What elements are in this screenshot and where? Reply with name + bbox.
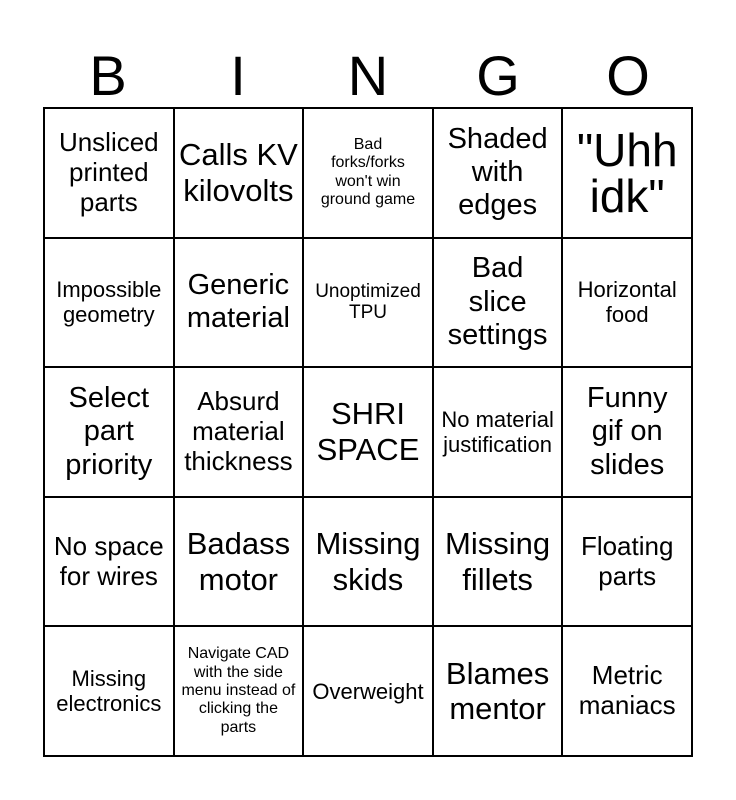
cell-text: Calls KV kilovolts <box>178 137 298 208</box>
cell-text: Shaded with edges <box>447 122 548 222</box>
bingo-cell-5-4[interactable] <box>433 626 563 756</box>
cell-text: Metric maniacs <box>578 660 676 721</box>
cell-text: Missing skids <box>315 525 421 597</box>
bingo-cell-2-3[interactable] <box>303 238 433 368</box>
bingo-cell-1-5[interactable] <box>562 108 692 238</box>
cell-text: Blames mentor <box>445 655 550 727</box>
bingo-cell-5-2[interactable] <box>174 626 304 756</box>
cell-text: Funny gif on slides <box>586 381 668 481</box>
cell-text: No material justification <box>441 406 554 457</box>
header-letter-n: N <box>347 44 389 107</box>
bingo-cell-1-2[interactable] <box>174 108 304 238</box>
bingo-cell-1-4[interactable] <box>433 108 563 238</box>
cell-text: No space for wires <box>53 530 164 591</box>
cell-text: Absurd material thickness <box>184 386 293 476</box>
bingo-cell-2-5[interactable] <box>562 238 692 368</box>
bingo-board <box>43 107 693 757</box>
cell-text: Unsliced printed parts <box>58 126 159 217</box>
bingo-cell-2-4[interactable] <box>433 238 563 368</box>
bingo-cell-1-1[interactable] <box>44 108 174 238</box>
bingo-cell-2-2[interactable] <box>174 238 304 368</box>
header-letter-b: B <box>89 44 127 107</box>
cell-text: Select part priority <box>65 381 153 481</box>
bingo-cell-5-1[interactable] <box>44 626 174 756</box>
bingo-cell-1-3[interactable] <box>303 108 433 238</box>
cell-text: Missing electronics <box>56 665 162 717</box>
bingo-cell-3-1[interactable] <box>44 367 174 497</box>
bingo-cell-2-1[interactable] <box>44 238 174 368</box>
bingo-cell-4-3[interactable] <box>303 497 433 627</box>
cell-text: Missing fillets <box>445 525 551 597</box>
cell-text: Navigate CAD with the side menu instead of clicking the parts <box>181 645 296 736</box>
cell-text: Bad slice settings <box>447 252 548 352</box>
bingo-cell-3-3[interactable] <box>303 367 433 497</box>
cell-text: Overweight <box>312 678 424 704</box>
cell-text: Impossible geometry <box>56 277 162 328</box>
bingo-cell-3-4[interactable] <box>433 367 563 497</box>
bingo-cell-4-5[interactable] <box>562 497 692 627</box>
header-letter-g: G <box>476 44 520 107</box>
cell-text: Horizontal food <box>577 277 677 328</box>
bingo-cell-4-1[interactable] <box>44 497 174 627</box>
cell-text: Generic material <box>186 269 290 335</box>
cell-text: "Uhh idk" <box>576 123 678 222</box>
bingo-cell-5-3[interactable] <box>303 626 433 756</box>
cell-text: Unoptimized TPU <box>315 280 421 324</box>
cell-text: Bad forks/forks won't win ground game <box>320 136 416 209</box>
bingo-cell-3-5[interactable] <box>562 367 692 497</box>
header-letter-o: O <box>606 44 650 107</box>
bingo-cell-4-4[interactable] <box>433 497 563 627</box>
bingo-cell-4-2[interactable] <box>174 497 304 627</box>
bingo-header <box>43 44 693 108</box>
header-letter-i: I <box>230 44 246 107</box>
cell-text: Badass motor <box>186 525 291 597</box>
cell-text: SHRI SPACE <box>316 396 420 467</box>
cell-text: Floating parts <box>580 530 674 591</box>
bingo-cell-5-5[interactable] <box>562 626 692 756</box>
bingo-cell-3-2[interactable] <box>174 367 304 497</box>
